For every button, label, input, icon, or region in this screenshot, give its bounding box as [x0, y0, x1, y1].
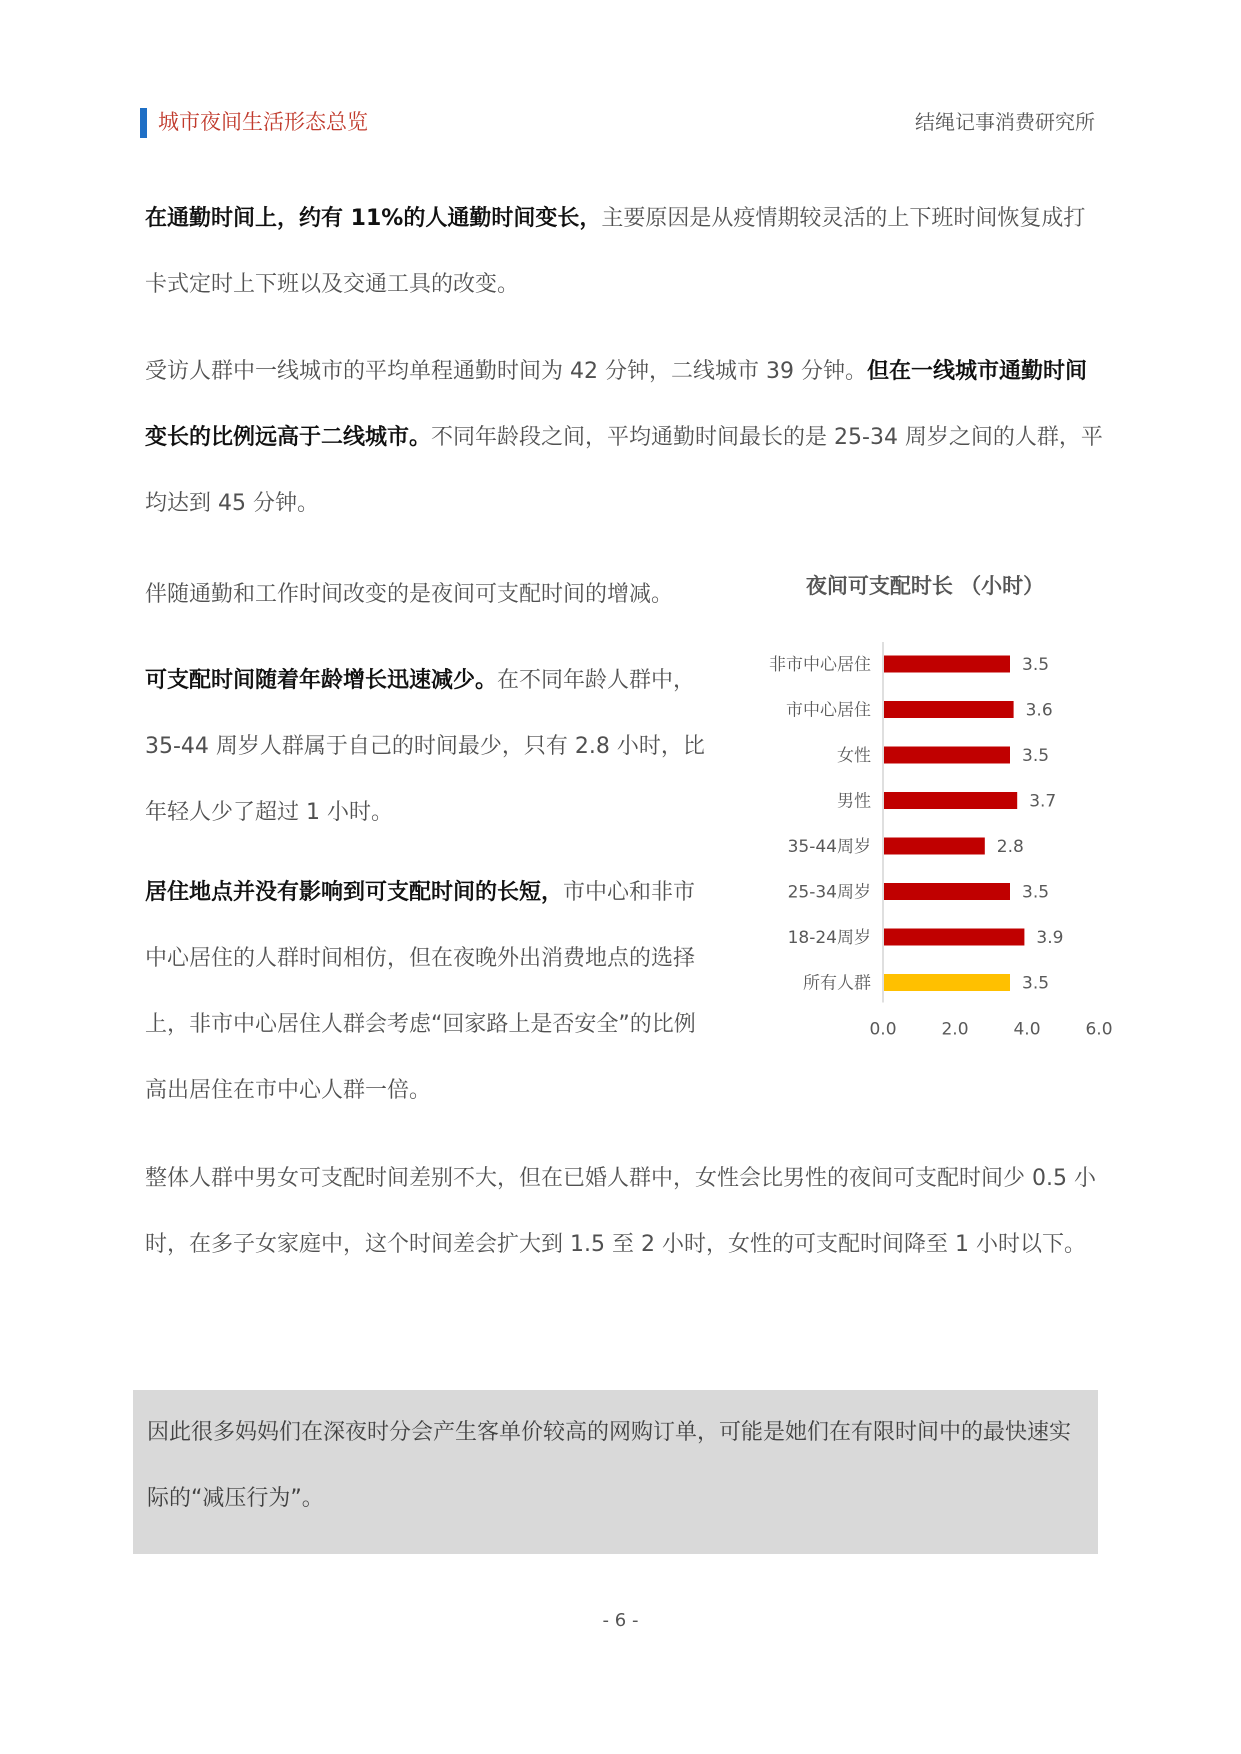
- callout-text: 因此很多妈妈们在深夜时分会产生客单价较高的网购订单，可能是她们在有限时间中的最快速实际的“减压行为”。: [147, 1420, 1072, 1511]
- paragraph-bold-lead: 居住地点并没有影响到可支配时间的长短，: [145, 880, 564, 905]
- paragraph-bold-lead: 在通勤时间上，约有 11%的人通勤时间变长，: [145, 206, 602, 231]
- chart-x-tick-label: 2.0: [941, 1019, 969, 1040]
- chart-value-label: 3.5: [1022, 746, 1050, 766]
- chart-category-label: 35-44周岁: [787, 837, 871, 857]
- chart-svg: [730, 570, 1120, 1040]
- paragraph-residence: [145, 860, 715, 1124]
- paragraph-age-decline: [145, 648, 715, 846]
- paragraph-text: 在不同年龄人群中，35-44 周岁人群属于自己的时间最少，只有 2.8 小时，比年轻人少了超过 1 小时。: [145, 668, 705, 825]
- chart-x-tick-label: 6.0: [1085, 1019, 1113, 1040]
- page-number: - 6 -: [602, 1610, 639, 1631]
- chart-x-tick-label: 0.0: [869, 1019, 897, 1040]
- paragraph-text: 市中心和非市中心居住的人群时间相仿，但在夜晚外出消费地点的选择上，非市中心居住人群会考虑“回家路上是否安全”的比例高出居住在市中心人群一倍。: [145, 880, 696, 1103]
- paragraph-commute-change: [145, 186, 1105, 318]
- chart-bar: [884, 656, 1010, 673]
- chart-bar: [884, 883, 1010, 900]
- chart-bar: [884, 792, 1017, 809]
- chart-value-label: 3.7: [1029, 791, 1057, 812]
- chart-value-label: 3.6: [1025, 700, 1053, 721]
- chart-category-label: 非市中心居住: [769, 655, 871, 675]
- paragraph-bold-lead: 但在一线城市通勤时间变长的比例远高于二线城市。: [145, 359, 1087, 450]
- chart-bar: [884, 747, 1010, 764]
- chart-bar: [884, 838, 985, 855]
- chart-bar: [884, 701, 1014, 718]
- paragraph-night-time-intro: 伴随通勤和工作时间改变的是夜间可支配时间的增减。: [145, 582, 674, 607]
- chart-value-label: 3.9: [1036, 928, 1064, 948]
- chart-value-label: 3.5: [1022, 882, 1050, 903]
- night-time-chart: [730, 570, 1120, 1040]
- paragraph-gender-gap: 整体人群中男女可支配时间差别不大，但在已婚人群中，女性会比男性的夜间可支配时间少 0.5 小时，在多子女家庭中，这个时间差会扩大到 1.5 至 2 小时，女性的可支配时间降至 1 小时以下。: [145, 1166, 1096, 1257]
- chart-value-label: 2.8: [996, 837, 1024, 857]
- chart-x-tick-label: 4.0: [1013, 1019, 1041, 1040]
- chart-value-label: 3.5: [1022, 655, 1050, 675]
- chart-category-label: 18-24周岁: [787, 928, 871, 948]
- chart-category-label: 女性: [837, 746, 871, 766]
- chart-category-label: 男性: [837, 791, 871, 812]
- chart-category-label: 市中心居住: [786, 700, 871, 721]
- paragraph-commute-city: [145, 339, 1105, 537]
- header-accent-bar: [140, 108, 147, 138]
- chart-value-label: 3.5: [1022, 973, 1050, 994]
- organization-name: 结绳记事消费研究所: [915, 110, 1095, 134]
- chart-category-label: 所有人群: [803, 973, 871, 994]
- chart-category-label: 25-34周岁: [787, 882, 871, 903]
- paragraph-text: 不同年龄段之间，平均通勤时间最长的是 25-34 周岁之间的人群，平均达到 45 分钟。: [145, 425, 1103, 516]
- paragraph-text: 主要原因是从疫情期较灵活的上下班时间恢复成打卡式定时上下班以及交通工具的改变。: [145, 206, 1086, 297]
- chart-title: 夜间可支配时长 （小时）: [805, 574, 1045, 598]
- chart-bar: [884, 974, 1010, 991]
- section-title: 城市夜间生活形态总览: [158, 110, 368, 134]
- paragraph-text: 受访人群中一线城市的平均单程通勤时间为 42 分钟，二线城市 39 分钟。: [145, 359, 867, 384]
- callout-box: [133, 1390, 1098, 1554]
- paragraph-bold-lead: 可支配时间随着年龄增长迅速减少。: [145, 668, 498, 693]
- chart-bar: [884, 929, 1024, 946]
